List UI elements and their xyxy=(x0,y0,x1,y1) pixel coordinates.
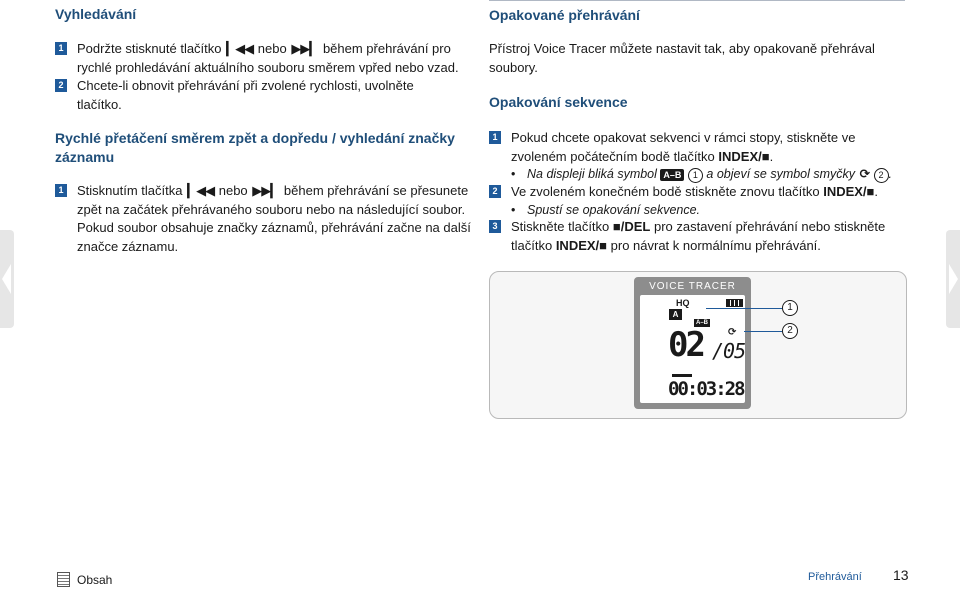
step-text: během přehrávání pro rychlé prohledávání aktuálního souboru směrem vpřed nebo vzad. xyxy=(77,41,459,75)
step-text: pro zastavení přehrávání nebo stiskněte tlačítko xyxy=(511,219,886,253)
footer-section-name: Přehrávání xyxy=(808,571,862,583)
bullet-item xyxy=(511,201,906,219)
section-title-repeat: Opakované přehrávání xyxy=(489,7,640,23)
callout-line xyxy=(706,308,782,309)
subsection-title-sequence: Opakování sekvence xyxy=(489,94,628,110)
step-text: Pokud chcete opakovat sekvenci v rámci stopy, stiskněte ve zvoleném počátečním bodě tlačítko xyxy=(511,130,856,164)
step-item xyxy=(55,40,475,77)
ab-indicator: A–B xyxy=(696,320,709,326)
callout-2: 2 xyxy=(782,323,798,339)
step-text: Stiskněte tlačítko xyxy=(511,219,610,234)
step-text: pro návrat k normálnímu přehrávání. xyxy=(610,237,821,253)
total-tracks: /05 xyxy=(712,339,746,363)
step-number: 2 xyxy=(55,79,67,92)
index-key-label: INDEX/■ xyxy=(718,148,770,164)
step-text: nebo xyxy=(257,41,287,56)
header-rule xyxy=(489,0,905,1)
step-number: 2 xyxy=(489,185,501,198)
device-illustration xyxy=(489,271,907,419)
ab-symbol: A–B xyxy=(660,169,684,181)
section-title-search: Vyhledávání xyxy=(55,6,137,22)
bullet-text: Spustí se opakování sekvence. xyxy=(527,203,701,217)
callout-ref: 2 xyxy=(874,168,889,183)
step-text: Stisknutím tlačítka xyxy=(77,183,183,198)
next-page-tab[interactable] xyxy=(946,230,960,328)
step-item xyxy=(489,218,904,255)
callout-line xyxy=(744,331,782,332)
del-key-label: ■/DEL xyxy=(612,219,651,234)
contents-link[interactable] xyxy=(57,572,112,587)
lcd-display xyxy=(640,295,745,403)
title-line: záznamu xyxy=(55,149,115,165)
step-text: Podržte stisknuté tlačítko xyxy=(77,41,222,56)
index-key-label: INDEX/■ xyxy=(823,184,875,199)
level-bar xyxy=(672,374,692,377)
punctuation: . xyxy=(874,184,879,199)
arrow-right-icon xyxy=(949,264,958,294)
step-item xyxy=(489,183,904,202)
step-number: 1 xyxy=(55,42,67,55)
step-item xyxy=(55,77,455,114)
step-text: Chcete-li obnovit přehrávání při zvolené rychlosti, uvolněte tlačítko. xyxy=(77,78,414,112)
intro-text: Přístroj Voice Tracer můžete nastavit tak, aby opakovaně přehrával soubory. xyxy=(489,41,875,75)
quality-indicator: HQ xyxy=(676,298,690,308)
rewind-icon: ▎◀◀ xyxy=(187,183,215,198)
previous-page-tab[interactable] xyxy=(0,230,14,328)
fast-forward-icon: ▶▶▎ xyxy=(252,183,280,198)
time-counter: 00:03:28 xyxy=(668,378,744,400)
step-text: během přehrávání se přesunete zpět na začátek přehrávaného souboru nebo na následující soubor. Pokud soubor obsahuje značky záznamů, přehrávání začne na další značce záznamu. xyxy=(77,183,471,254)
folder-indicator: A xyxy=(669,309,682,320)
step-item xyxy=(489,129,904,166)
fast-forward-icon: ▶▶▎ xyxy=(291,41,319,56)
callout-1: 1 xyxy=(782,300,798,316)
section-title-skip xyxy=(55,129,475,167)
battery-icon xyxy=(726,299,743,307)
step-number: 1 xyxy=(489,131,501,144)
punctuation: . xyxy=(888,167,892,181)
document-icon xyxy=(57,572,70,587)
arrow-left-icon xyxy=(2,264,11,294)
display-frame xyxy=(634,277,751,409)
step-item xyxy=(55,182,475,256)
bullet-text: a objeví se symbol smyčky xyxy=(706,167,856,181)
callout-ref: 1 xyxy=(688,168,703,183)
step-number: 1 xyxy=(55,184,67,197)
page-number: 13 xyxy=(893,567,909,583)
step-text: Ve zvoleném konečném bodě stiskněte znovu tlačítko xyxy=(511,184,820,199)
bullet-text: Na displeji bliká symbol xyxy=(527,167,657,181)
contents-label: Obsah xyxy=(77,572,113,587)
loop-icon: ⟳ xyxy=(859,167,870,181)
index-key-label: INDEX/■ xyxy=(555,237,608,253)
title-line: Rychlé přetáčení směrem zpět a dopředu / vyhledání značky xyxy=(55,130,455,146)
bullet-item xyxy=(511,165,906,183)
bullet-dot-icon: • xyxy=(511,167,516,181)
device-brand: VOICE TRACER xyxy=(649,281,736,292)
punctuation: . xyxy=(769,148,774,164)
loop-icon: ⟳ xyxy=(728,327,737,338)
track-number: 02 xyxy=(668,325,703,365)
bullet-dot-icon: • xyxy=(511,203,516,217)
step-text: nebo xyxy=(218,183,248,198)
step-number: 3 xyxy=(489,220,501,233)
rewind-icon: ▎◀◀ xyxy=(226,41,254,56)
